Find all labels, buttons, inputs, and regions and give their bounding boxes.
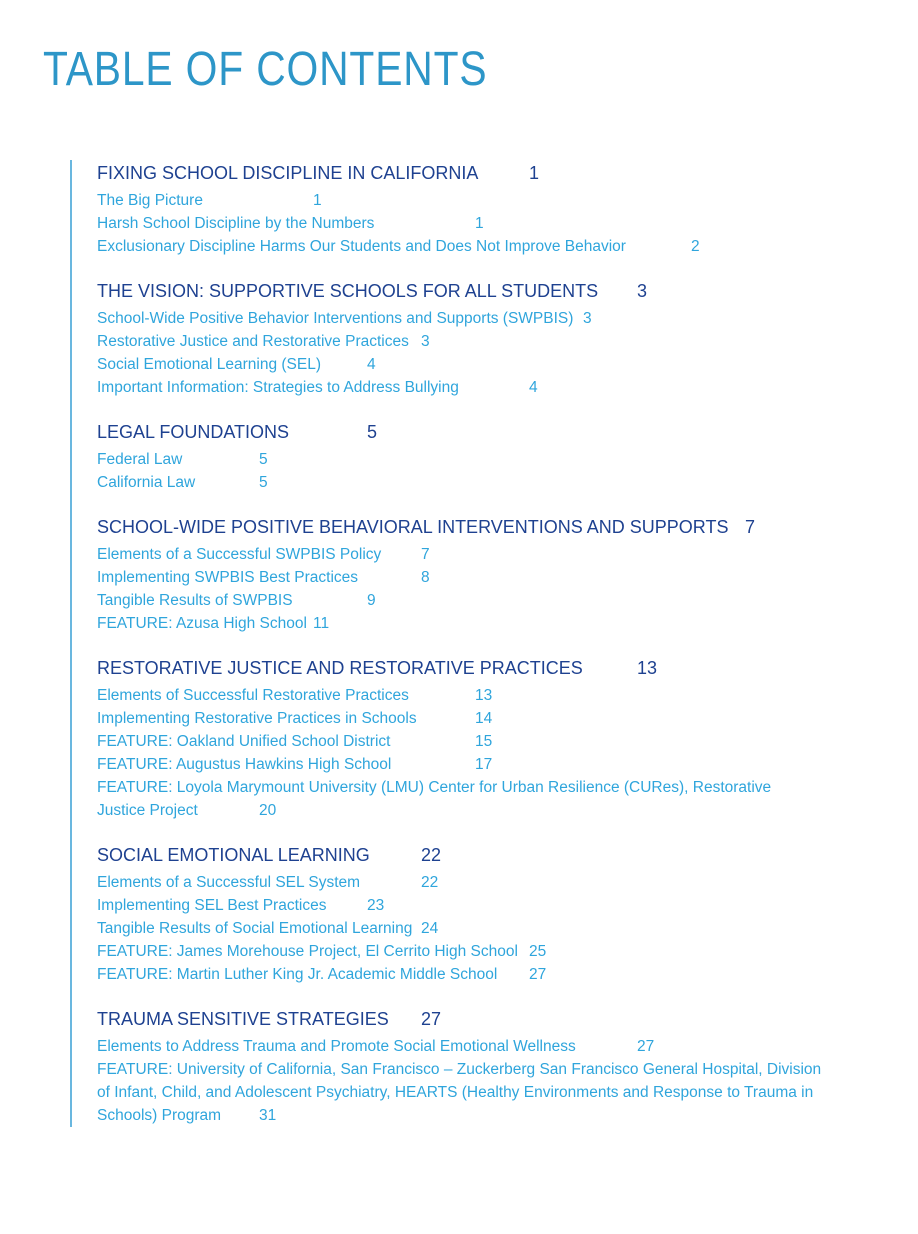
toc-entry: FEATURE: Oakland Unified School District 15 (97, 733, 493, 750)
toc-entry: FEATURE: James Morehouse Project, El Cerrito High School 25 (97, 943, 547, 960)
table-of-contents (70, 160, 826, 1127)
toc-entry: FEATURE: University of California, San Francisco – Zuckerberg San Francisco General Hospital, Division of Infant, Child, and Adolescent Psychiatry, HEARTS (Healthy Environments and Response to Trauma in Schools) Program 31 (97, 1061, 826, 1124)
toc-entry: Implementing SEL Best Practices 23 (97, 897, 385, 914)
toc-section-fixing-school-discipline (97, 160, 822, 258)
toc-entry: Elements of a Successful SEL System 22 (97, 874, 439, 891)
toc-entry: FEATURE: Loyola Marymount University (LMU) Center for Urban Resilience (CURes), Restorative Justice Project 20 (97, 779, 776, 819)
toc-entry: Exclusionary Discipline Harms Our Students and Does Not Improve Behavior 2 (97, 238, 700, 255)
toc-entry: California Law 5 (97, 474, 268, 491)
toc-entry: Social Emotional Learning (SEL) 4 (97, 356, 376, 373)
toc-entry: Elements of a Successful SWPBIS Policy 7 (97, 546, 430, 563)
toc-entry: Elements of Successful Restorative Practices 13 (97, 687, 493, 704)
toc-section-the-vision (97, 278, 822, 399)
toc-section-heading: THE VISION: SUPPORTIVE SCHOOLS FOR ALL STUDENTS 3 (97, 281, 648, 301)
toc-section-heading: TRAUMA SENSITIVE STRATEGIES 27 (97, 1009, 442, 1029)
toc-entry: Restorative Justice and Restorative Practices 3 (97, 333, 430, 350)
toc-section-heading: SOCIAL EMOTIONAL LEARNING 22 (97, 845, 442, 865)
toc-entry: Harsh School Discipline by the Numbers 1 (97, 215, 484, 232)
toc-entry: Elements to Address Trauma and Promote Social Emotional Wellness 27 (97, 1038, 655, 1055)
toc-entry: Tangible Results of SWPBIS 9 (97, 592, 376, 609)
page-title: TABLE OF CONTENTS (43, 43, 488, 96)
toc-section-heading: RESTORATIVE JUSTICE AND RESTORATIVE PRACTICES 13 (97, 658, 658, 678)
toc-section-social-emotional-learning (97, 842, 822, 986)
toc-entry: School-Wide Positive Behavior Interventions and Supports (SWPBIS) 3 (97, 310, 592, 327)
toc-section-restorative-justice (97, 655, 822, 822)
toc-entry: Tangible Results of Social Emotional Learning 24 (97, 920, 439, 937)
toc-entry: FEATURE: Martin Luther King Jr. Academic Middle School 27 (97, 966, 547, 983)
toc-entry: Important Information: Strategies to Address Bullying 4 (97, 379, 538, 396)
toc-section-heading: SCHOOL-WIDE POSITIVE BEHAVIORAL INTERVENTIONS AND SUPPORTS 7 (97, 517, 756, 537)
toc-entry: FEATURE: Augustus Hawkins High School 17 (97, 756, 493, 773)
toc-section-legal-foundations (97, 419, 822, 494)
toc-entry: Implementing Restorative Practices in Schools 14 (97, 710, 493, 727)
toc-entry: FEATURE: Azusa High School 11 (97, 615, 330, 632)
toc-section-swpbis (97, 514, 822, 635)
toc-section-trauma-sensitive-strategies (97, 1006, 826, 1127)
toc-entry: Implementing SWPBIS Best Practices 8 (97, 569, 430, 586)
toc-section-heading: FIXING SCHOOL DISCIPLINE IN CALIFORNIA 1 (97, 163, 540, 183)
toc-entry: Federal Law 5 (97, 451, 268, 468)
document-page (0, 43, 918, 1234)
toc-entry: The Big Picture 1 (97, 192, 322, 209)
toc-section-heading: LEGAL FOUNDATIONS 5 (97, 422, 378, 442)
